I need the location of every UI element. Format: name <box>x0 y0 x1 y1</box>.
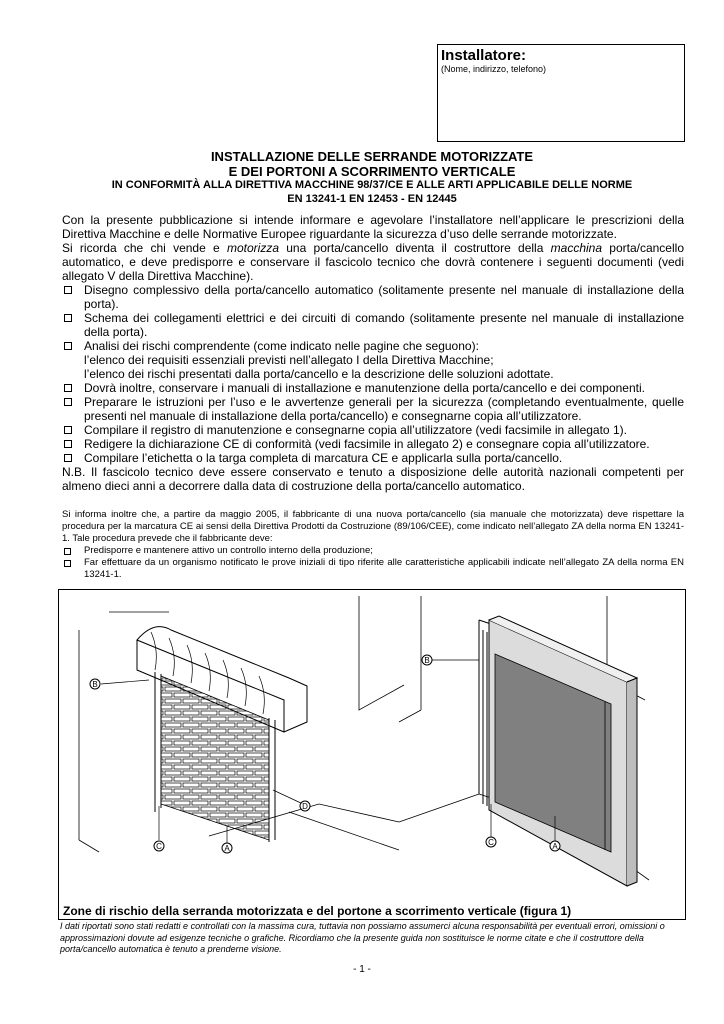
info-section <box>62 509 684 581</box>
info-paragraph: Si informa inoltre che, a partire da maggio 2005, il fabbricante di una nuova porta/cancello (sia manuale che motorizzata) deve rispettare la procedura per la marcatura CE ai sensi della Direttiva Prodotti da Costruzione (89/106/CEE), come indicato nell’allegato ZA della norma EN 13241-1. Tale procedura prevede che il fabbricante deve: <box>62 509 684 544</box>
heading-line-2: E DEI PORTONI A SCORRIMENTO VERTICALE <box>228 164 516 179</box>
installer-box <box>437 44 685 142</box>
roller-shutter-illustration <box>79 596 404 853</box>
checklist-item: Disegno complessivo della porta/cancello automatico (solitamente presente nel manuale di installazione della porta). <box>62 283 684 311</box>
heading-line-4: EN 13241-1 EN 12453 - EN 12445 <box>287 193 457 205</box>
info-checklist-item: Predisporre e mantenere attivo un controllo interno della produzione; <box>62 545 684 557</box>
label-a-left: A <box>224 844 230 853</box>
checklist-subitem: l’elenco dei rischi presentati dalla porta/cancello e la descrizione delle soluzioni adottate. <box>84 367 554 381</box>
installer-title: Installatore: <box>441 47 527 64</box>
checklist-item: Compilare il registro di manutenzione e consegnarne copia all’utilizzatore (vedi facsimile in allegato 1). <box>62 423 684 437</box>
installer-subtitle: (Nome, indirizzo, telefono) <box>441 64 547 74</box>
disclaimer: I dati riportati sono stati redatti e controllati con la massima cura, tuttavia non possiamo assumerci alcuna responsabilità per eventuali errori, omissioni o approssimazioni dovute ad esigenze tecniche o grafiche. Ricordiamo che la presente guida non sostituisce le norme citate e che il costruttore della porta/cancello automatica è tenuto a prenderne visione. <box>60 921 665 954</box>
nb-paragraph: N.B. Il fascicolo tecnico deve essere conservato e tenuto a disposizione delle autorità nazionali competenti per almeno dieci anni a decorrere dalla data di costruzione della porta/cancello automatico. <box>62 465 684 493</box>
checklist-item: Redigere la dichiarazione CE di conformità (vedi facsimile in allegato 2) e consegnare copia all’utilizzatore. <box>62 437 684 451</box>
figure-illustration <box>59 590 685 902</box>
main-text <box>62 213 684 493</box>
checklist-item: Preparare le istruzioni per l’uso e le avvertenze generali per la sicurezza (completando eventualmente, quelle presenti nel manuale di installazione della porta/cancello) e consegnarne copia all’utilizzatore. <box>62 395 684 423</box>
label-b-right: B <box>424 656 430 665</box>
manufacturer-paragraph <box>62 241 684 283</box>
checklist-item: Compilare l’etichetta o la targa completa di marcatura CE e applicarla sulla porta/cancello. <box>62 451 684 465</box>
figure-caption: Zone di rischio della serranda motorizzata e del portone a scorrimento verticale (figura 1) <box>63 904 572 918</box>
label-c-left: C <box>156 842 162 851</box>
intro-paragraph: Con la presente pubblicazione si intende informare e agevolare l’installatore nell’applicare le prescrizioni della Direttiva Macchine e delle Normative Europee riguardante la sicurezza d’uso delle serrande motorizzate. <box>62 213 684 241</box>
para-text: una porta/cancello diventa il costruttore della <box>279 241 551 255</box>
figure-1 <box>58 589 686 920</box>
checklist-item: Analisi dei rischi comprendente (come indicato nelle pagine che seguono): <box>62 339 684 353</box>
label-d-left: D <box>302 802 308 811</box>
label-b-left: B <box>92 680 98 689</box>
label-c-right: C <box>488 838 494 847</box>
heading-line-3: IN CONFORMITÀ ALLA DIRETTIVA MACCHINE 98/37/CE E ALLE ARTI APPLICABILE DELLE NORME <box>111 179 633 191</box>
info-checklist-item: Far effettuare da un organismo notificato le prove iniziali di tipo riferite alle caratteristiche applicabili indicate nell’allegato ZA della norma EN 13241-1. <box>62 557 684 581</box>
para-emphasis: motorizza <box>226 241 279 255</box>
checklist-item: Schema dei collegamenti elettrici e dei circuiti di comando (solitamente presente nel manuale di installazione della porta). <box>62 311 684 339</box>
checklist-item: Dovrà inoltre, conservare i manuali di installazione e manutenzione della porta/cancello e dei componenti. <box>62 381 684 395</box>
para-emphasis: macchina <box>550 241 603 255</box>
heading-line-1: INSTALLAZIONE DELLE SERRANDE MOTORIZZATE <box>210 149 534 164</box>
checklist-subitem: l’elenco dei requisiti essenziali previsti nell’allegato I della Direttiva Macchine; <box>84 353 494 367</box>
para-text: Si ricorda che chi vende e <box>62 241 227 255</box>
sliding-door-illustration <box>399 596 649 886</box>
label-a-right: A <box>552 842 558 851</box>
para-text: porta/cancello automatico, e deve predisporre e conservare il fascicolo tecnico che dovrà contenere i seguenti documenti (vedi allegato V della Direttiva Macchine). <box>62 241 684 283</box>
page-number: - 1 - <box>353 964 371 975</box>
